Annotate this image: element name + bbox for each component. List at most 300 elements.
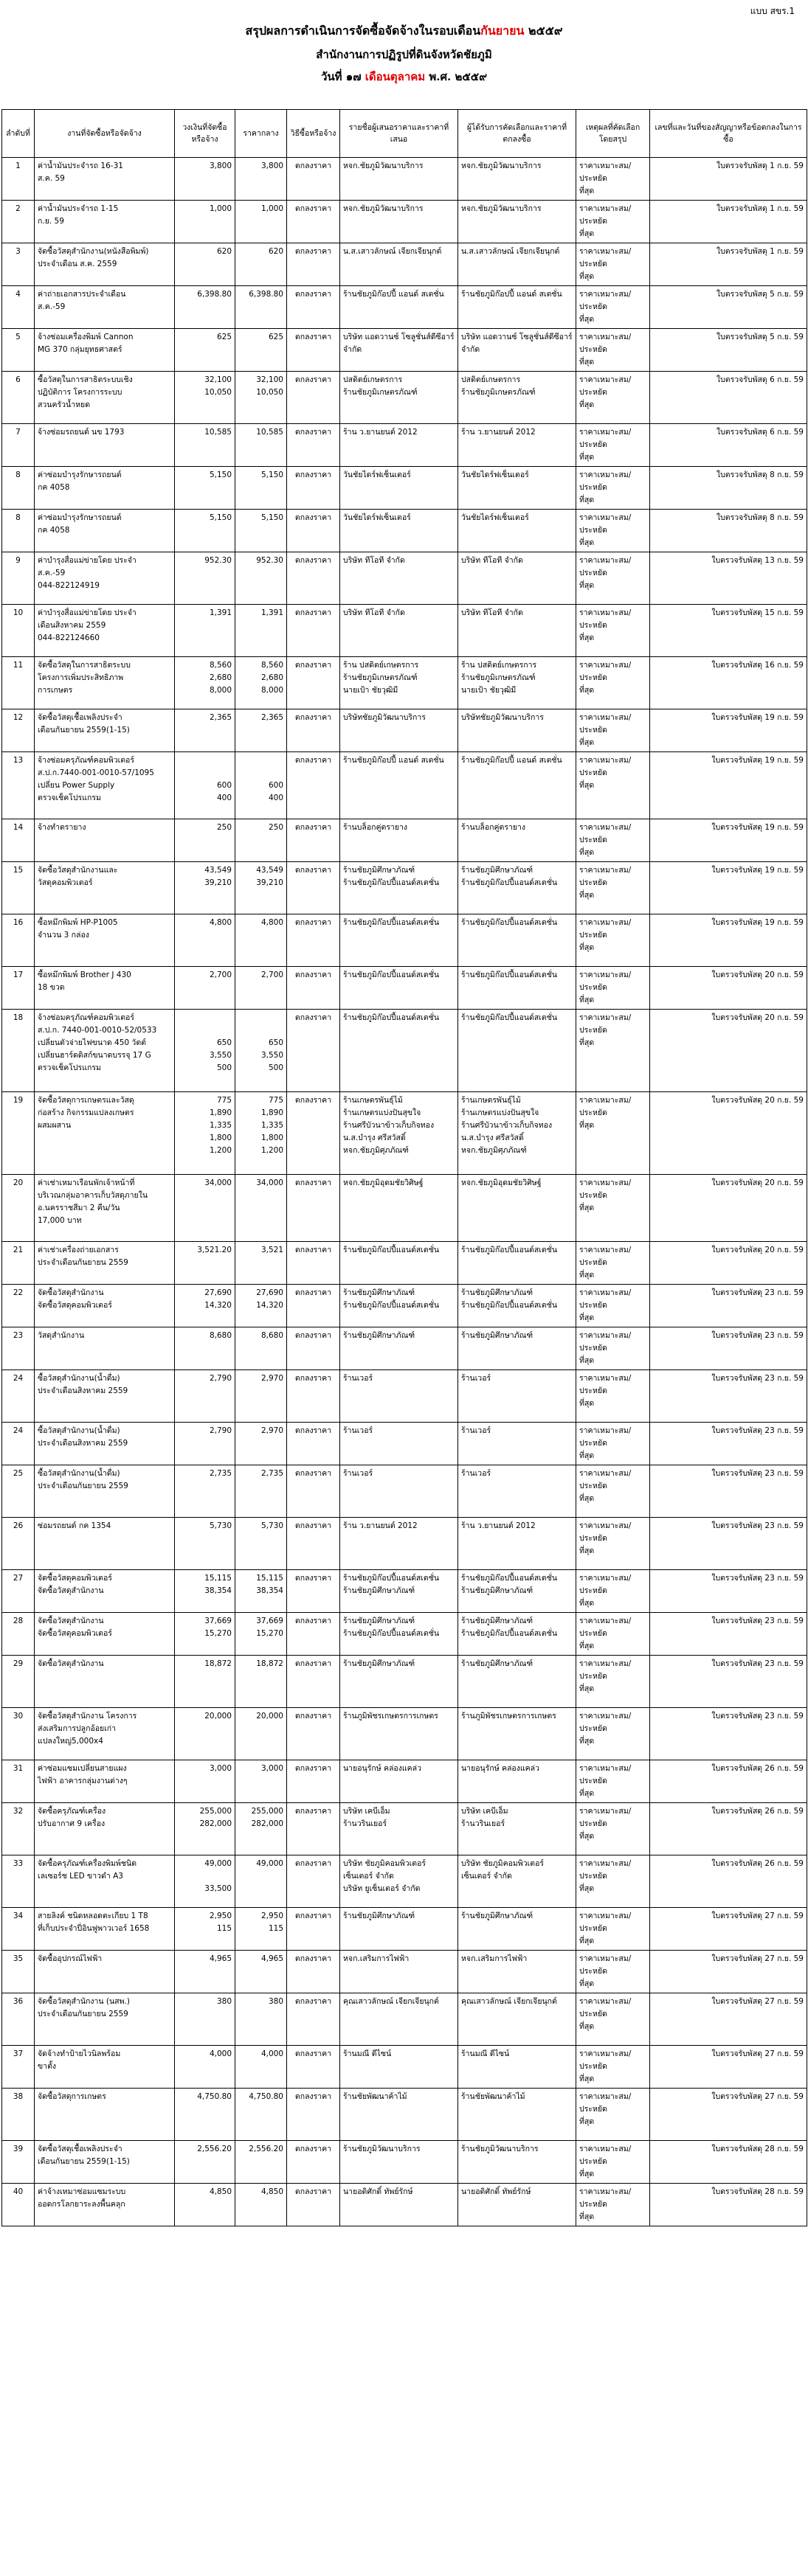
bidders-list	[340, 467, 458, 510]
item-description	[35, 1010, 175, 1092]
table-row	[2, 1656, 807, 1708]
selection-reason-line: ที่สุด	[579, 581, 595, 590]
contract-reference: ใบตรวจรับพัสดุ 1 ก.ย. 59	[650, 201, 807, 243]
median-price-line: 39,210	[256, 878, 283, 887]
budget-amount-line	[178, 1870, 232, 1883]
item-description-line: จัดซื้อวัสดุในการสาธิตระบบ	[38, 661, 131, 670]
item-description-line: ซื้อวัสดุในการสาธิตระบบเชิง	[38, 375, 133, 384]
median-price-line: 8,560	[260, 661, 283, 670]
median-price-line: 38,354	[256, 1586, 283, 1595]
bidders-list	[340, 2046, 458, 2089]
bidders-list-line: คุณเสาวลักษณ์ เจียกเจียนุกต์	[343, 1997, 439, 2006]
selection-reason-line: ราคาเหมาะสม/ประหยัด	[579, 661, 632, 682]
median-price-line: 3,800	[260, 162, 283, 170]
item-description-line: MG 370 กลุ่มยุทธศาสตร์	[38, 345, 122, 354]
budget-amount	[175, 1656, 235, 1708]
selected-vendor-line: ร้านชัยภูมิศึกษาภัณฑ์	[461, 1586, 534, 1595]
item-description	[35, 1951, 175, 1993]
bidders-list-line: ร้านชัยภูมิก๊อปปี้ แอนด์ สเตชั่น	[343, 756, 444, 765]
median-price-line: 250	[268, 823, 283, 832]
selected-vendor	[458, 201, 576, 243]
selection-reason-line: ราคาเหมาะสม/ประหยัด	[579, 428, 632, 449]
selection-reason	[576, 1092, 650, 1175]
budget-amount	[175, 1327, 235, 1370]
budget-amount	[175, 510, 235, 552]
bidders-list-line: ร้านชัยภูมิก๊อปปี้ แอนด์ สเตชั่น	[343, 290, 444, 299]
bidders-list-line: ร้านชัยภูมิศึกษาภัณฑ์	[343, 866, 415, 875]
item-description	[35, 1708, 175, 1760]
selection-reason-line: ราคาเหมาะสม/ประหยัด	[579, 1288, 632, 1310]
item-description	[35, 1613, 175, 1656]
row-number: 4	[2, 286, 35, 329]
bidders-list-line: วันชัยไดร์ฟเซ็นเตอร์	[343, 513, 411, 522]
selection-reason-line: ราคาเหมาะสม/ประหยัด	[579, 162, 632, 183]
median-price	[235, 1656, 287, 1708]
contract-reference: ใบตรวจรับพัสดุ 23 ก.ย. 59	[650, 1370, 807, 1423]
selection-reason	[576, 510, 650, 552]
contract-reference: ใบตรวจรับพัสดุ 6 ก.ย. 59	[650, 424, 807, 467]
selection-reason	[576, 1570, 650, 1613]
selected-vendor-line: ร้านเวอร์	[461, 1469, 491, 1478]
bidders-list	[340, 510, 458, 552]
table-row	[2, 819, 807, 862]
item-description	[35, 1993, 175, 2046]
budget-amount	[175, 862, 235, 914]
selection-reason-line: ราคาเหมาะสม/ประหยัด	[579, 1096, 632, 1117]
item-description-line: 17,000 บาท	[38, 1216, 82, 1225]
table-row	[2, 552, 807, 605]
col-header-method: วิธีซื้อหรือจ้าง	[287, 110, 340, 158]
table-row	[2, 329, 807, 372]
selected-vendor-line: บริษัท ชัยภูมิคอมพิวเตอร์	[461, 1859, 545, 1868]
selection-reason	[576, 914, 650, 967]
median-price-line: 32,100	[256, 375, 283, 384]
selection-reason-line: ที่สุด	[579, 1399, 595, 1408]
selection-reason-line: ราคาเหมาะสม/ประหยัด	[579, 1013, 632, 1035]
median-price	[235, 2141, 287, 2184]
median-price-line: 10,585	[256, 428, 283, 437]
selection-reason-line: ที่สุด	[579, 1599, 595, 1608]
row-number: 39	[2, 2141, 35, 2184]
budget-amount-line: 3,000	[209, 1764, 232, 1773]
item-description	[35, 752, 175, 819]
contract-reference: ใบตรวจรับพัสดุ 27 ก.ย. 59	[650, 1993, 807, 2046]
selected-vendor-line: นายเป้า ชัยวุฒิมี	[461, 686, 517, 695]
median-price-line: 500	[268, 1063, 283, 1072]
selection-reason	[576, 552, 650, 605]
budget-amount	[175, 752, 235, 819]
bidders-list	[340, 819, 458, 862]
budget-amount-line: 14,320	[204, 1301, 232, 1310]
item-description	[35, 424, 175, 467]
bidders-list-line: ร้านชัยพัฒนาค้าไม้	[343, 2092, 407, 2101]
selected-vendor	[458, 1465, 576, 1518]
median-price	[235, 243, 287, 286]
selected-vendor-line: ร้านชัยภูมิก๊อปปี้แอนด์สเตชั่น	[461, 878, 558, 887]
procurement-method: ตกลงราคา	[287, 552, 340, 605]
bidders-list-line: บริษัท ทีโอที จำกัด	[343, 556, 405, 565]
row-number: 24	[2, 1370, 35, 1423]
median-price	[235, 1423, 287, 1465]
date-prefix: วันที่ ๑๗	[320, 70, 365, 83]
budget-amount-line: 1,800	[209, 1133, 232, 1142]
item-description-line: จัดซื้อวัสดุการเกษตร	[38, 2092, 106, 2101]
bidders-list-line: ร้านเกษตรแบ่งปันสุขใจ	[343, 1108, 421, 1117]
item-description-line: จำนวน 3 กล่อง	[38, 931, 89, 940]
median-price-line: 380	[268, 1997, 283, 2006]
selected-vendor	[458, 1370, 576, 1423]
selected-vendor	[458, 552, 576, 605]
item-description-line: เลเซอร์ช LED ขาวดำ A3	[38, 1872, 123, 1881]
selected-vendor	[458, 1993, 576, 2046]
selection-reason-line: ราคาเหมาะสม/ประหยัด	[579, 1997, 632, 2018]
bidders-list-line: ร้านชัยภูมิก๊อปปี้แอนด์สเตชั่น	[343, 971, 440, 979]
item-description	[35, 1760, 175, 1803]
selection-reason-line: ราคาเหมาะสม/ประหยัด	[579, 866, 632, 887]
selection-reason	[576, 329, 650, 372]
selection-reason-line: ที่สุด	[579, 1038, 595, 1047]
selection-reason	[576, 2141, 650, 2184]
bidders-list	[340, 243, 458, 286]
selection-reason	[576, 2089, 650, 2141]
item-description	[35, 1908, 175, 1951]
selected-vendor-line: ร้านชัยภูมิก๊อปปี้แอนด์สเตชั่น	[461, 918, 558, 927]
item-description-line: ก่อสร้าง กิจกรรมแปลงเกษตร	[38, 1108, 134, 1117]
selected-vendor-line: ร้านเวอร์	[461, 1374, 491, 1383]
budget-amount-line: 27,690	[204, 1288, 232, 1297]
bidders-list	[340, 1010, 458, 1092]
contract-reference: ใบตรวจรับพัสดุ 26 ก.ย. 59	[650, 1760, 807, 1803]
median-price-line	[238, 1024, 283, 1037]
table-row	[2, 1803, 807, 1855]
office-name: สำนักงานการปฏิรูปที่ดินจังหวัดชัยภูมิ	[316, 48, 492, 61]
bidders-list	[340, 1285, 458, 1327]
budget-amount-line: 400	[216, 794, 232, 802]
contract-reference: ใบตรวจรับพัสดุ 23 ก.ย. 59	[650, 1518, 807, 1570]
selected-vendor-line: ร้านชัยพัฒนาค้าไม้	[461, 2092, 525, 2101]
table-row	[2, 1993, 807, 2046]
median-price	[235, 709, 287, 752]
item-description	[35, 2141, 175, 2184]
selection-reason-line: ที่สุด	[579, 1979, 595, 1988]
selection-reason-line: ที่สุด	[579, 272, 595, 281]
bidders-list-line: ร้าน ว.ยานยนต์ 2012	[343, 428, 418, 437]
selected-vendor	[458, 657, 576, 709]
budget-amount-line: 2,556.20	[197, 2145, 232, 2153]
budget-amount-line: 282,000	[199, 1819, 232, 1828]
procurement-method: ตกลงราคา	[287, 1242, 340, 1285]
item-description-line: ส.ค. 59	[38, 174, 65, 183]
row-number: 23	[2, 1327, 35, 1370]
median-price-line: 5,150	[260, 513, 283, 522]
selection-reason-line: ราคาเหมาะสม/ประหยัด	[579, 1426, 632, 1448]
median-price	[235, 862, 287, 914]
bidders-list-line: นายอดิศักดิ์ ทัพย์รักษ์	[343, 2187, 413, 2196]
selected-vendor-line: ร้านชัยภูมิก๊อปปี้ แอนด์ สเตชั่น	[461, 756, 562, 765]
procurement-method: ตกลงราคา	[287, 1656, 340, 1708]
item-description	[35, 1465, 175, 1518]
selected-vendor-line: ร้านชัยภูมิเกษตรภัณฑ์	[461, 388, 536, 397]
item-description-line: ค่าถ่ายเอกสารประจำเดือน	[38, 290, 126, 299]
item-description	[35, 467, 175, 510]
procurement-method: ตกลงราคา	[287, 2089, 340, 2141]
bidders-list	[340, 158, 458, 201]
item-description	[35, 1242, 175, 1285]
col-header-contract: เลขที่และวันที่ของสัญญาหรือข้อตกลงในการซื้อ	[650, 110, 807, 158]
table-row	[2, 467, 807, 510]
median-price-line: 1,200	[260, 1146, 283, 1155]
procurement-method: ตกลงราคา	[287, 286, 340, 329]
contract-reference: ใบตรวจรับพัสดุ 27 ก.ย. 59	[650, 2089, 807, 2141]
bidders-list	[340, 329, 458, 372]
procurement-method: ตกลงราคา	[287, 201, 340, 243]
item-description	[35, 329, 175, 372]
budget-amount	[175, 914, 235, 967]
budget-amount-line	[178, 1012, 232, 1024]
budget-amount	[175, 2184, 235, 2226]
item-description-line: จัดซื้อวัสดุการเกษตรและวัสดุ	[38, 1096, 134, 1105]
budget-amount-line: 43,549	[204, 866, 232, 875]
item-description	[35, 1518, 175, 1570]
median-price-line: 952.30	[256, 556, 283, 565]
selection-reason	[576, 1175, 650, 1242]
contract-reference: ใบตรวจรับพัสดุ 20 ก.ย. 59	[650, 967, 807, 1010]
selected-vendor-line: ร้านศรีบัวนาข้าวเก็บกิจทอง	[461, 1121, 553, 1130]
item-description-line: จ้างซ่อมครุภัณฑ์คอมพิวเตอร์	[38, 756, 134, 765]
contract-reference: ใบตรวจรับพัสดุ 20 ก.ย. 59	[650, 1175, 807, 1242]
median-price	[235, 1518, 287, 1570]
item-description-line: ค่าเช่าเหมาเรือนพักเจ้าหน้าที่	[38, 1178, 135, 1187]
bidders-list	[340, 1855, 458, 1908]
item-description-line: ซื้อวัสดุสำนักงาน(น้ำดื่ม)	[38, 1469, 120, 1478]
procurement-method: ตกลงราคา	[287, 1423, 340, 1465]
selected-vendor	[458, 1760, 576, 1803]
procurement-method: ตกลงราคา	[287, 752, 340, 819]
median-price	[235, 1242, 287, 1285]
item-description-line: จัดซื้อวัสดุคอมพิวเตอร์	[38, 1574, 112, 1583]
median-price-line: 10,050	[256, 388, 283, 397]
bidders-list	[340, 752, 458, 819]
bidders-list	[340, 201, 458, 243]
selected-vendor	[458, 1908, 576, 1951]
selection-reason	[576, 1242, 650, 1285]
budget-amount-line: 115	[216, 1924, 232, 1933]
bidders-list-line: ร้านเวอร์	[343, 1469, 373, 1478]
budget-amount-line: 18,872	[204, 1659, 232, 1668]
selected-vendor	[458, 1423, 576, 1465]
selected-vendor	[458, 2046, 576, 2089]
budget-amount-line: 1,000	[209, 204, 232, 213]
selection-reason-line: ที่สุด	[579, 538, 595, 547]
item-description-line: โครงการเพิ่มประสิทธิภาพ	[38, 673, 124, 682]
item-description-line: ประจำเดือน ส.ค. 2559	[38, 260, 117, 268]
selected-vendor-line: ร้านชัยภูมิศึกษาภัณฑ์	[461, 1288, 534, 1297]
contract-reference: ใบตรวจรับพัสดุ 5 ก.ย. 59	[650, 329, 807, 372]
bidders-list-line: ร้านชัยภูมิศึกษาภัณฑ์	[343, 1288, 415, 1297]
selected-vendor-line: น.ส.บำรุง ศรีสวัสดิ์	[461, 1133, 524, 1142]
selection-reason-line: ราคาเหมาะสม/ประหยัด	[579, 1764, 632, 1785]
selection-reason	[576, 424, 650, 467]
selected-vendor	[458, 1010, 576, 1092]
selection-reason-line: ราคาเหมาะสม/ประหยัด	[579, 204, 632, 226]
selection-reason	[576, 1613, 650, 1656]
selection-reason-line: ที่สุด	[579, 2075, 595, 2083]
median-price-line: 775	[268, 1096, 283, 1105]
median-price	[235, 1993, 287, 2046]
selected-vendor	[458, 2141, 576, 2184]
selected-vendor	[458, 372, 576, 424]
median-price-line: 5,150	[260, 471, 283, 479]
item-description-line: กค 4058	[38, 483, 70, 492]
budget-amount-line: 49,000	[204, 1859, 232, 1868]
item-description-line: สวนครัวน้ำหยด	[38, 400, 91, 409]
procurement-method: ตกลงราคา	[287, 1175, 340, 1242]
item-description-line: จัดซื้อวัสดุสำนักงาน	[38, 1659, 104, 1668]
median-price-line: 1,391	[260, 608, 283, 617]
item-description-line: จัดซื้อวัสดุสำนักงาน(หนังสือพิมพ์)	[38, 247, 149, 256]
col-header-item: งานที่จัดซื้อหรือจัดจ้าง	[35, 110, 175, 158]
selected-vendor-line: วันชัยไดร์ฟเซ็นเตอร์	[461, 513, 529, 522]
row-number: 30	[2, 1708, 35, 1760]
title-prefix: สรุปผลการดำเนินการจัดซื้อจัดจ้างในรอบเดือน	[245, 24, 481, 38]
report-title	[0, 22, 808, 41]
median-price-line: 282,000	[251, 1819, 283, 1828]
item-description-line: วัสดุสำนักงาน	[38, 1331, 85, 1340]
selected-vendor-line: บริษัทชัยภูมิวัฒนาบริการ	[461, 713, 544, 722]
procurement-method: ตกลงราคา	[287, 372, 340, 424]
procurement-method: ตกลงราคา	[287, 1855, 340, 1908]
median-price-line: 2,970	[260, 1374, 283, 1383]
procurement-method: ตกลงราคา	[287, 657, 340, 709]
bidders-list-line: ร้านมณี ดีไซน์	[343, 2049, 392, 2058]
budget-amount-line: 952.30	[204, 556, 232, 565]
budget-amount-line: 2,700	[209, 971, 232, 979]
budget-amount-line: 3,521.20	[197, 1246, 232, 1254]
procurement-method: ตกลงราคา	[287, 243, 340, 286]
selected-vendor	[458, 1803, 576, 1855]
selection-reason-line: ราคาเหมาะสม/ประหยัด	[579, 756, 632, 777]
median-price	[235, 201, 287, 243]
budget-amount	[175, 1613, 235, 1656]
selection-reason-line: ที่สุด	[579, 1789, 595, 1798]
table-row	[2, 424, 807, 467]
selection-reason-line: ที่สุด	[579, 738, 595, 747]
col-header-bidders: รายชื่อผู้เสนอราคาและราคาที่เสนอ	[340, 110, 458, 158]
budget-amount-line: 3,550	[209, 1051, 232, 1060]
row-number: 5	[2, 329, 35, 372]
item-description-line: เปลี่ยนตัวจ่ายไฟขนาด 450 วัตต์	[38, 1038, 146, 1047]
median-price	[235, 657, 287, 709]
contract-reference: ใบตรวจรับพัสดุ 27 ก.ย. 59	[650, 2046, 807, 2089]
bidders-list	[340, 1518, 458, 1570]
bidders-list	[340, 1656, 458, 1708]
procurement-method: ตกลงราคา	[287, 862, 340, 914]
row-number: 22	[2, 1285, 35, 1327]
median-price-line: 255,000	[251, 1807, 283, 1816]
selection-reason	[576, 862, 650, 914]
report-date	[0, 68, 808, 86]
selected-vendor-line: ร้านชัยภูมิก๊อปปี้แอนด์สเตชั่น	[461, 1574, 558, 1583]
selection-reason-line: ที่สุด	[579, 1832, 595, 1841]
contract-reference: ใบตรวจรับพัสดุ 5 ก.ย. 59	[650, 286, 807, 329]
bidders-list-line: ร้านชัยภูมิศึกษาภัณฑ์	[343, 1331, 415, 1340]
item-description-line: จัดซื้อวัสดุสำนักงาน	[38, 1288, 104, 1297]
bidders-list-line: ร้านชัยภูมิศึกษาภัณฑ์	[343, 1586, 415, 1595]
budget-amount-line: 4,800	[209, 918, 232, 927]
median-price	[235, 1010, 287, 1092]
bidders-list	[340, 1613, 458, 1656]
item-description-line: เปลี่ยนฮาร์ดดิสก์ขนาดบรรจุ 17 G	[38, 1051, 151, 1060]
median-price-line: 600	[268, 781, 283, 790]
contract-reference: ใบตรวจรับพัสดุ 27 ก.ย. 59	[650, 1908, 807, 1951]
median-price-line: 4,965	[260, 1954, 283, 1963]
row-number: 17	[2, 967, 35, 1010]
selection-reason	[576, 158, 650, 201]
table-row	[2, 605, 807, 657]
item-description-line: จัดซื้อวัสดุเชื้อเพลิงประจำ	[38, 713, 122, 722]
selected-vendor	[458, 1613, 576, 1656]
selection-reason-line: ที่สุด	[579, 943, 595, 952]
median-price-line: 14,320	[256, 1301, 283, 1310]
median-price	[235, 1613, 287, 1656]
selection-reason	[576, 752, 650, 819]
contract-reference: ใบตรวจรับพัสดุ 23 ก.ย. 59	[650, 1570, 807, 1613]
item-description	[35, 657, 175, 709]
bidders-list-line: ร้านชัยภูมิเกษตรภัณฑ์	[343, 673, 418, 682]
budget-amount-line: 1,200	[209, 1146, 232, 1155]
table-row	[2, 243, 807, 286]
bidders-list	[340, 1708, 458, 1760]
item-description-line: ค่าบำรุงสื่อแม่ข่ายโดย ประจำ	[38, 608, 137, 617]
row-number: 24	[2, 1423, 35, 1465]
bidders-list-line: หจก.ชัยภูมิศุภภัณฑ์	[343, 1146, 409, 1155]
selection-reason-line: ราคาเหมาะสม/ประหยัด	[579, 513, 632, 535]
bidders-list-line: ร้านชัยภูมิก๊อปปี้แอนด์สเตชั่น	[343, 1013, 440, 1022]
item-description-line: กค 4058	[38, 526, 70, 535]
item-description-line: จ้างซ่อมครุภัณฑ์คอมพิวเตอร์	[38, 1013, 134, 1022]
item-description	[35, 243, 175, 286]
median-price-line: 1,000	[260, 204, 283, 213]
selection-reason-line: ราคาเหมาะสม/ประหยัด	[579, 290, 632, 311]
item-description-line: ค่าจ้างเหมาซ่อมแซมระบบ	[38, 2187, 126, 2196]
budget-amount-line: 39,210	[204, 878, 232, 887]
budget-amount	[175, 1092, 235, 1175]
row-number: 16	[2, 914, 35, 967]
bidders-list	[340, 286, 458, 329]
selected-vendor-line: ปสดิตย์เกษตรการ	[461, 375, 521, 384]
item-description	[35, 201, 175, 243]
contract-reference: ใบตรวจรับพัสดุ 1 ก.ย. 59	[650, 243, 807, 286]
median-price-line: 1,335	[260, 1121, 283, 1130]
median-price	[235, 158, 287, 201]
selection-reason-line: ราคาเหมาะสม/ประหยัด	[579, 713, 632, 735]
table-row	[2, 752, 807, 819]
budget-amount-line: 10,050	[204, 388, 232, 397]
bidders-list-line: ร้านชัยภูมิก๊อปปี้แอนด์สเตชั่น	[343, 1246, 440, 1254]
bidders-list	[340, 1242, 458, 1285]
median-price-line: 4,750.80	[249, 2092, 283, 2101]
selected-vendor	[458, 1285, 576, 1327]
median-price-line	[238, 767, 283, 780]
selection-reason	[576, 1518, 650, 1570]
contract-reference: ใบตรวจรับพัสดุ 19 ก.ย. 59	[650, 862, 807, 914]
item-description	[35, 709, 175, 752]
budget-amount-line: 2,735	[209, 1469, 232, 1478]
budget-amount	[175, 424, 235, 467]
median-price-line: 27,690	[256, 1288, 283, 1297]
selection-reason-line: ที่สุด	[579, 496, 595, 504]
selection-reason-line: ราคาเหมาะสม/ประหยัด	[579, 1859, 632, 1881]
